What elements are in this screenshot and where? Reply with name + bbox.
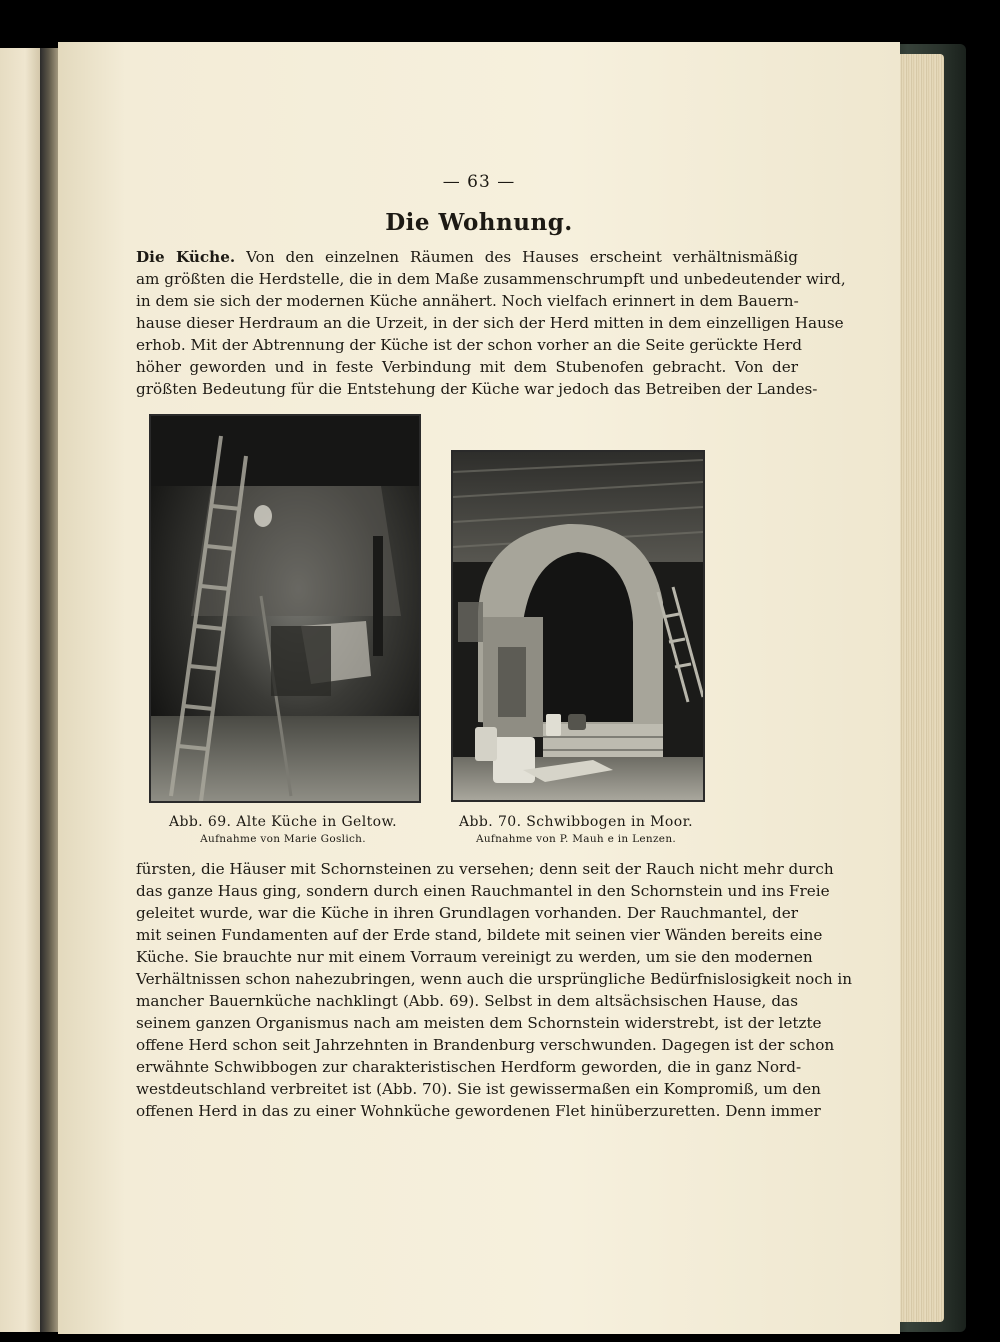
figure-69-photo xyxy=(149,414,421,803)
chapter-heading: Die Wohnung. xyxy=(385,209,573,236)
figure-70-credit: Aufnahme von P. Mauh e in Lenzen. xyxy=(475,833,677,845)
paragraph-2 xyxy=(136,858,853,1122)
text-line: seinem ganzen Organismus nach am meisten dem Schornstein widerstrebt, ist der letzte xyxy=(136,1014,822,1032)
text-line: Die Küche. Von den einzelnen Räumen des Hauses erscheint verhältnismäßig xyxy=(136,248,798,266)
text-line: offenen Herd in das zu einer Wohnküche gewordenen Flet hinüberzuretten. Denn immer xyxy=(136,1102,821,1120)
text-line: mancher Bauernküche nachklingt (Abb. 69). Selbst in dem altsächsischen Hause, das xyxy=(136,992,798,1010)
text-line: fürsten, die Häuser mit Schornsteinen zu versehen; denn seit der Rauch nicht mehr durch xyxy=(136,860,834,878)
figure-70-title: Abb. 70. Schwibbogen in Moor. xyxy=(459,814,693,830)
text-line: größten Bedeutung für die Entstehung der Küche war jedoch das Betreiben der Landes- xyxy=(136,380,818,398)
text-line: offene Herd schon seit Jahrzehnten in Brandenburg verschwunden. Dagegen ist der schon xyxy=(136,1036,835,1054)
text-line: mit seinen Fundamenten auf der Erde stand, bildete mit seinen vier Wänden bereits eine xyxy=(136,926,823,944)
text-line: hause dieser Herdraum an die Urzeit, in der sich der Herd mitten in dem einzelligen Hause xyxy=(136,314,844,332)
facing-page-edge xyxy=(0,48,42,1332)
old-kitchen-photo xyxy=(151,416,419,801)
hearth-arch-photo xyxy=(453,452,703,800)
text-line: das ganze Haus ging, sondern durch einen Rauchmantel in den Schornstein und ins Freie xyxy=(136,882,830,900)
text-line: Verhältnissen schon nahezubringen, wenn auch die ursprüngliche Bedürfnislosigkeit noch in xyxy=(136,970,853,988)
text-line: geleitet wurde, war die Küche in ihren Grundlagen vorhanden. Der Rauchmantel, der xyxy=(136,904,798,922)
text-line: westdeutschland verbreitet ist (Abb. 70). Sie ist gewissermaßen ein Kompromiß, um den xyxy=(136,1080,821,1098)
figure-69-title: Abb. 69. Alte Küche in Geltow. xyxy=(168,814,398,830)
text-line: erwähnte Schwibbogen zur charakteristischen Herdform geworden, die in ganz Nord- xyxy=(136,1058,802,1076)
figure-69-caption xyxy=(149,814,417,845)
text-line: in dem sie sich der modernen Küche annähert. Noch vielfach erinnert in dem Bauern- xyxy=(136,292,799,310)
text-line: am größten die Herdstelle, die in dem Maße zusammenschrumpft und unbedeutender wird, xyxy=(136,270,846,288)
text-line: erhob. Mit der Abtrennung der Küche ist der schon vorher an die Seite gerückte Herd xyxy=(136,336,802,354)
section-lead: Die Küche. xyxy=(136,248,236,266)
page-number: — 63 — xyxy=(442,172,516,192)
figure-69-credit: Aufnahme von Marie Goslich. xyxy=(200,833,366,845)
figure-70-photo xyxy=(451,450,705,802)
text-line: höher geworden und in feste Verbindung mit dem Stubenofen gebracht. Von der xyxy=(136,358,798,376)
paragraph-1 xyxy=(136,246,846,400)
figure-70-caption xyxy=(451,814,701,845)
book-page xyxy=(58,42,900,1334)
text-line: Küche. Sie brauchte nur mit einem Vorraum vereinigt zu werden, um sie den modernen xyxy=(136,948,813,966)
